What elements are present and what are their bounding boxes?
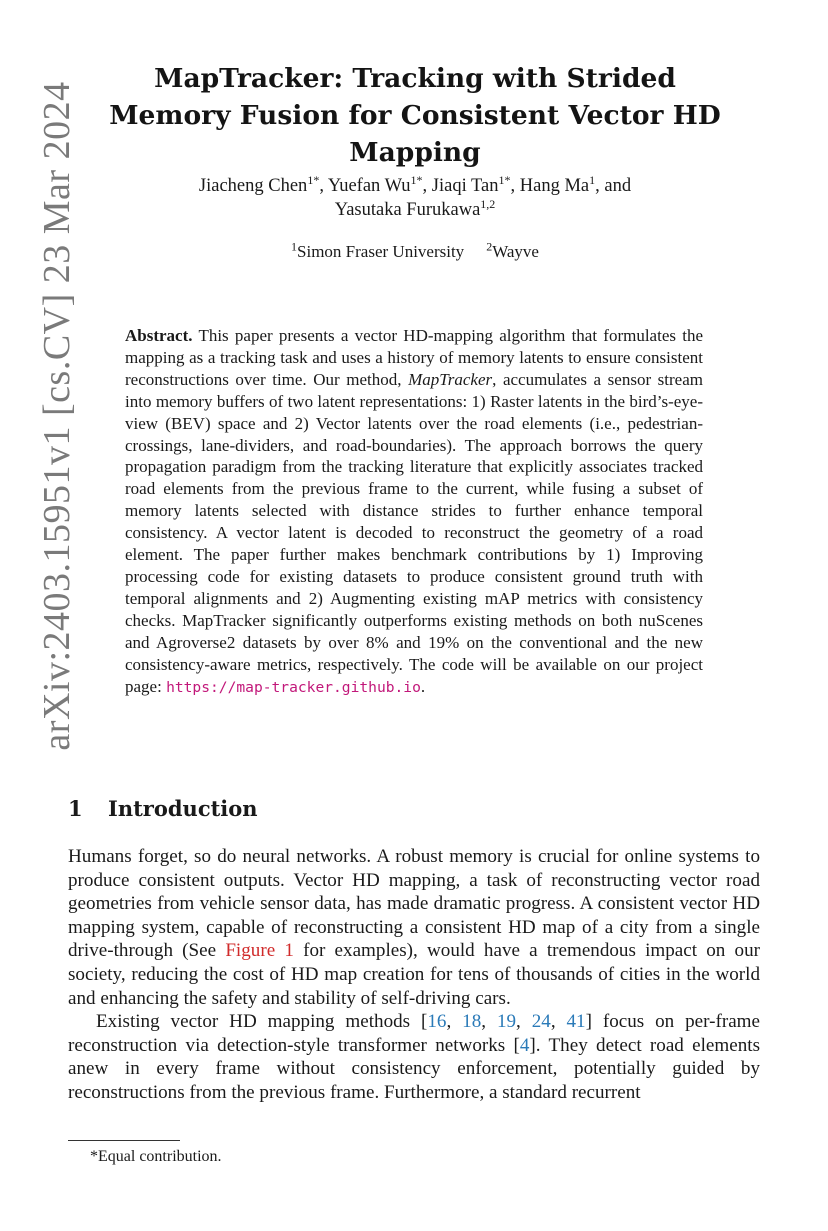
citation-link[interactable]: 16 [427,1011,447,1033]
citation-link[interactable]: 18 [462,1011,482,1033]
affiliations [110,240,720,264]
citation-link[interactable]: 24 [531,1011,551,1033]
footnote-divider [68,1140,180,1141]
footnote: *Equal contribution. [90,1148,222,1165]
figure-ref-link[interactable]: Figure 1 [225,940,294,962]
citation-link[interactable]: 4 [519,1034,530,1056]
author-list: Jiacheng Chen$^{1*}$, Yuefan $Wu^{1*}$, Jiaqi Tan$^{1*}$, Hang Ma$^1$, and Yasutaka Furukawa$^{1,2}$ [198,172,632,220]
paragraph: Humans forget, so do neural networks. A robust memory is crucial for online systems to produce consistent outputs. Vector HD mapping, a task of reconstructing vector road geometries from vehicle sensor data, has made dramatic progress. A consistent vector HD mapping system, capable of reconstructing a consistent HD map of a city from a single drive-through (See Figure 1 for examples), would have a tremendous impact on our society, reducing the cost of HD map creation for tens of thousands of cities in the world and enhancing the safety and stability of self-driving cars. [68,846,760,1009]
project-url-link[interactable]: https://map-tracker.github.io [166,678,421,696]
arxiv-stamp: arXiv:2403.15951v1 [cs.CV] 23 Mar 2024 [36,81,78,751]
abstract: Abstract. This paper presents a vector HD-mapping algorithm that formulates the mapping as a tracking task and uses a history of memory latents to ensure consistent reconstructions over time. Our method, MapTracker, accumulates a sensor stream into memory buffers of two latent representations: 1) Raster latents in the bird’s-eye-view (BEV) space and 2) Vector latents over the road elements (i.e., pedestrian-crossings, lane-dividers, and road-boundaries). The approach borrows the query propagation paradigm from the tracking literature that explicitly associates tracked road elements from the previous frame to the current, while fusing a subset of memory latents selected with distance strides to further enhance temporal consistency. A vector latent is decoded to reconstruct the geometry of a road element. The paper further makes benchmark contributions by 1) Improving processing code for existing datasets to produce consistent ground truth with temporal alignments and 2) Augmenting existing mAP metrics with consistency checks. MapTracker significantly outperforms existing methods on both nuScenes and Agroverse2 datasets by over 8% and 19% on the conventional and the new consistency-aware metrics, respectively. The code will be available on our project page: https://map-tracker.github.io. [125,326,703,696]
paper-title: MapTracker: Tracking with Strided Memory Fusion for Consistent Vector HD Mapping [109,63,721,168]
introduction-body [68,845,760,1105]
author: Jiaqi Tan$^{1*}$ [431,172,511,196]
citation-link[interactable]: 41 [566,1011,586,1033]
section-heading: 1 Introduction [68,796,258,821]
abstract-label: Abstract. [125,326,193,345]
method-name: MapTracker [408,369,493,389]
paragraph: Existing vector HD mapping methods [16, 18, 19, 24, 41] focus on per-frame reconstruction via detection-style transformer networks [4]. They detect road elements anew in every frame without consistency enforcement, potentially guided by reconstructions from the previous frame. Furthermore, a standard recurrent [68,1011,761,1103]
author: Jiacheng Chen$^{1*}$ [198,172,320,196]
citation-link[interactable]: 19 [496,1011,517,1033]
affiliation: $^1$Simon Fraser University [291,239,465,261]
author: Yuefan $Wu^{1*}$ [327,172,423,196]
author: Yasutaka Furukawa$^{1,2}$ [334,196,496,220]
affiliation: $^2$Wayve [486,239,539,261]
author: Hang Ma$^1$ [519,172,596,196]
